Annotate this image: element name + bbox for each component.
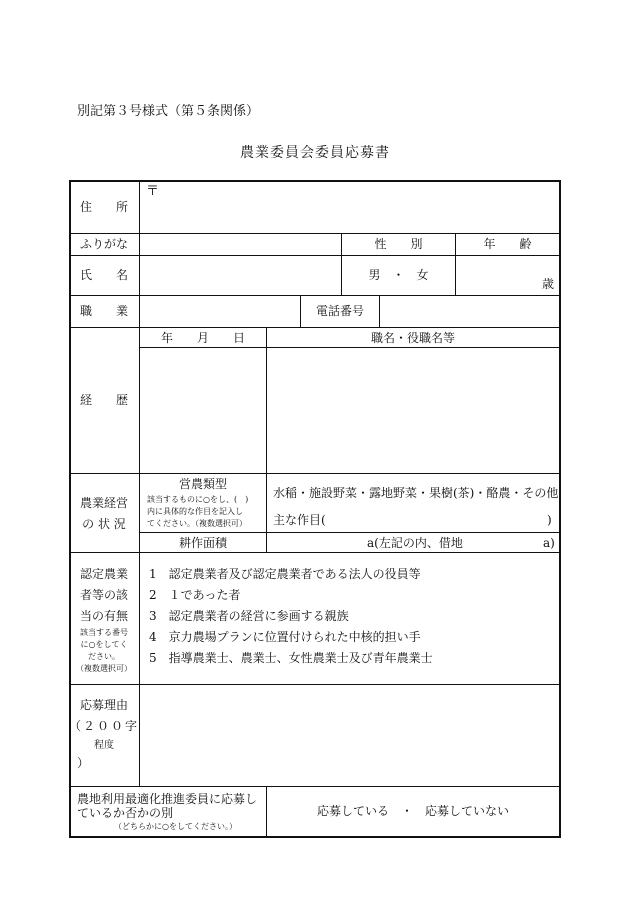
- farm-type-label: 営農類型: [178, 477, 227, 491]
- cultivated-area-label: 耕作面積: [178, 536, 227, 550]
- reason-label-3: 程度: [94, 740, 114, 751]
- application-form: [69, 180, 561, 838]
- row-divider: [69, 473, 561, 474]
- row-divider: [69, 786, 561, 787]
- farm-type-options[interactable]: 水稲・施設野菜・露地野菜・果樹(茶)・酪農・その他: [273, 486, 559, 500]
- row-divider: [69, 552, 561, 553]
- cert-note-1: 該当する番号: [80, 628, 128, 637]
- farm-type-note-2: 内に具体的な作目を記入し: [147, 507, 243, 516]
- career-label: 経 歴: [79, 393, 128, 407]
- address-field[interactable]: [140, 182, 559, 233]
- cert-option[interactable]: 4 京力農場プランに位置付けられた中核的担い手: [149, 630, 421, 644]
- reason-label-2: （２００字: [69, 719, 140, 733]
- farm-type-note-3: てください。（複数選択可）: [147, 519, 247, 528]
- reason-label-4: ）: [77, 756, 90, 770]
- occupation-field[interactable]: [140, 296, 300, 327]
- promo-label-2: ているか否かの別: [77, 806, 174, 820]
- cert-note-4: （複数選択可）: [76, 664, 132, 673]
- cultivated-area-field[interactable]: [269, 534, 365, 551]
- cert-label-2: 者等の該: [79, 588, 128, 602]
- document-header: 別記第３号様式（第５条関係）: [77, 104, 260, 119]
- furigana-label: ふりがな: [79, 237, 128, 251]
- form-border-right: [559, 180, 561, 838]
- name-label: 氏 名: [79, 268, 128, 282]
- form-border-bottom: [69, 836, 561, 838]
- career-position-field[interactable]: [267, 348, 559, 473]
- career-position-header: 職名・役職名等: [370, 331, 455, 345]
- cert-note-3: ださい。: [88, 652, 120, 661]
- cert-option[interactable]: 5 指導農業士、農業士、女性農業士及び青年農業士: [149, 651, 433, 665]
- furigana-field[interactable]: [140, 234, 341, 255]
- farm-status-label-2: の 状 況: [82, 517, 126, 531]
- address-label: 住 所: [79, 200, 128, 214]
- cert-option[interactable]: 1 認定農業者及び認定農業者である法人の役員等: [149, 567, 421, 581]
- reason-field[interactable]: [140, 685, 559, 786]
- promo-note: （どちらかに○をしてください。）: [114, 822, 237, 831]
- leased-area-field[interactable]: [469, 534, 539, 551]
- age-field[interactable]: [456, 256, 546, 295]
- age-label: 年 齢: [483, 237, 532, 251]
- reason-label-1: 応募理由: [79, 698, 128, 712]
- promo-label-1: 農地利用最適化推進委員に応募し: [77, 792, 258, 806]
- area-text: a(左記の内、借地: [367, 536, 463, 550]
- row-divider: [69, 327, 561, 328]
- phone-label: 電話番号: [315, 304, 364, 318]
- gender-options[interactable]: 男 ・ 女: [368, 268, 429, 282]
- cert-label-1: 認定農業: [79, 567, 128, 581]
- cert-label-3: 当の有無: [79, 609, 128, 623]
- occupation-label: 職 業: [79, 304, 128, 318]
- farm-type-note-1: 該当するものに○をし、( ): [147, 495, 249, 504]
- main-crop-field[interactable]: [331, 512, 541, 528]
- career-date-field[interactable]: [140, 348, 266, 473]
- farm-status-label-1: 農業経営: [79, 496, 128, 510]
- main-crop-prefix: 主な作目(: [273, 513, 326, 527]
- area-row-line: [139, 532, 561, 533]
- name-field[interactable]: [140, 256, 341, 295]
- cert-option[interactable]: 2 １であった者: [149, 588, 241, 602]
- career-date-header: 年 月 日: [160, 331, 245, 345]
- phone-field[interactable]: [380, 296, 559, 327]
- age-unit: 歳: [542, 277, 555, 291]
- area-unit: a): [543, 536, 555, 550]
- document-title: 農業委員会委員応募書: [240, 145, 390, 161]
- cert-note-2: に○をしてく: [80, 640, 128, 649]
- gender-label: 性 別: [374, 237, 423, 251]
- promo-options[interactable]: 応募している ・ 応募していない: [316, 804, 509, 818]
- postal-mark: 〒: [146, 184, 160, 199]
- main-crop-suffix: ): [547, 513, 552, 527]
- cert-option[interactable]: 3 認定農業者の経営に参画する親族: [149, 609, 349, 623]
